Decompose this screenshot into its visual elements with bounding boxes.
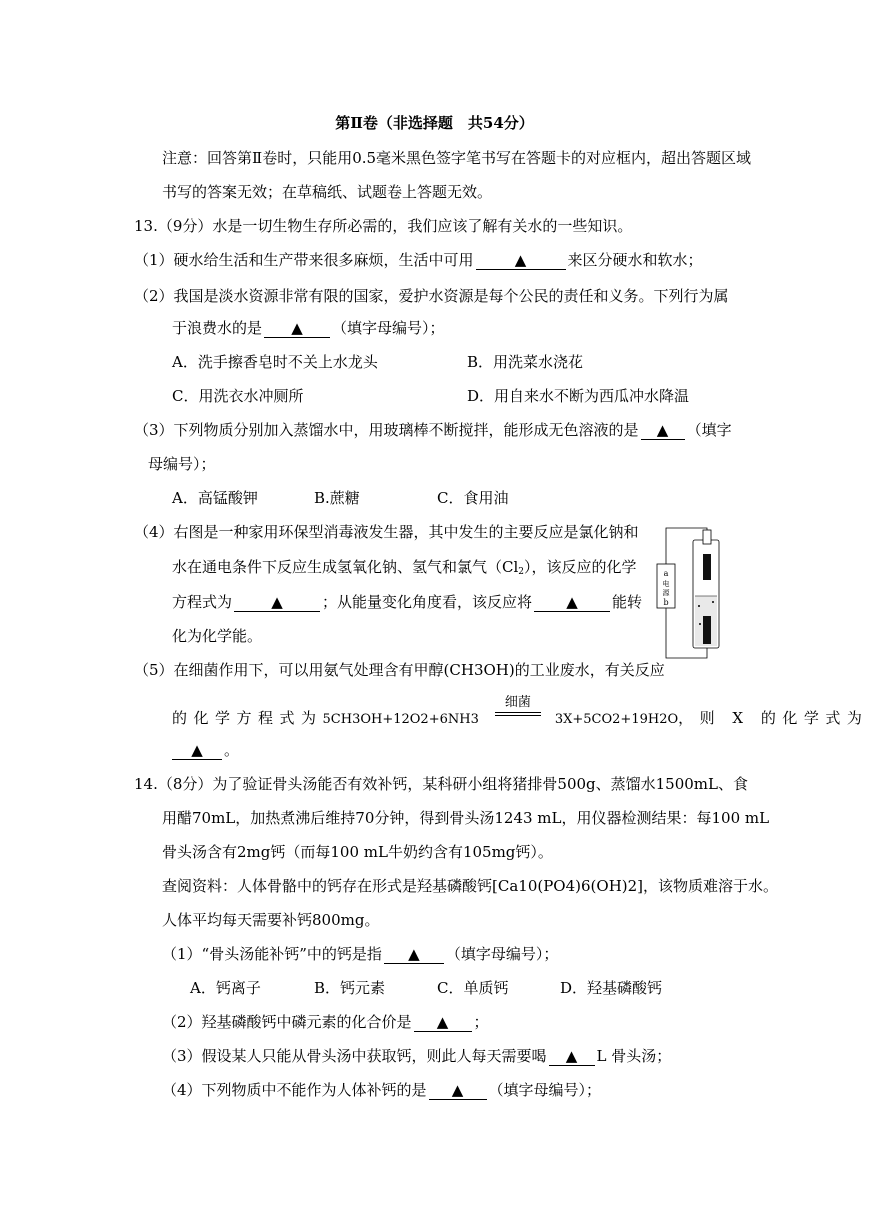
q13-part1 xyxy=(134,250,703,270)
q14-part2 xyxy=(162,1012,489,1032)
triangle-marker: ▲ xyxy=(656,421,669,439)
electrode-upper xyxy=(703,554,711,580)
q13-part3-line1 xyxy=(134,420,732,440)
q14-p2-before: （2）羟基磷酸钙中磷元素的化合价是 xyxy=(162,1013,412,1031)
q13-part5-line1: （5）在细菌作用下，可以用氨气处理含有甲醇(CH3OH)的工业废水，有关反应 xyxy=(134,661,665,679)
q13-p3-after: （填字 xyxy=(686,421,732,439)
vent-tube xyxy=(703,530,711,544)
q13-p4-l3c: 能转 xyxy=(612,593,643,611)
q14-p2-after: ； xyxy=(473,1013,489,1031)
q14-p3-before: （3）假设某人只能从骨头汤中获取钙，则此人每天需要喝 xyxy=(162,1047,547,1065)
q13-part4-line4: 化为化学能。 xyxy=(172,627,263,645)
q13-p4-l2b: ），该反应的化学 xyxy=(524,558,637,576)
triangle-marker: ▲ xyxy=(566,593,578,611)
q13-part4-line2 xyxy=(172,557,637,577)
q13-p2-option-a: A．洗手擦香皂时不关上水龙头 xyxy=(172,353,378,371)
q13-p4-l2a: 水在通电条件下反应生成氢氧化钠、氢气和氯气（Cl xyxy=(172,558,519,576)
q13-p2-option-c: C．用洗衣水冲厕所 xyxy=(172,387,304,405)
q13-p5-l2b: ，则 X 的化学式为 xyxy=(678,709,869,727)
q14-p3-after: L 骨头汤； xyxy=(596,1047,672,1065)
notice-line-1: 注意：回答第Ⅱ卷时，只能用0.5毫米黑色签字笔书写在答题卡的对应框内，超出答题区域 xyxy=(162,149,752,167)
power-label-top: 电 xyxy=(662,580,670,588)
answer-blank[interactable] xyxy=(534,593,610,612)
q14-line1: 14.（8分）为了验证骨头汤能否有效补钙，某科研小组将猪排骨500g、蒸馏水1500mL、食 xyxy=(134,775,748,793)
q14-line3: 骨头汤含有2mg钙（而每100 mL牛奶约含有105mg钙）。 xyxy=(162,843,553,861)
answer-blank[interactable] xyxy=(264,319,330,338)
answer-blank[interactable] xyxy=(234,593,320,612)
answer-blank[interactable] xyxy=(414,1013,472,1032)
bubble xyxy=(712,601,714,603)
bubble xyxy=(699,623,701,625)
notice-line-2: 书写的答案无效；在草稿纸、试题卷上答题无效。 xyxy=(162,183,493,201)
q14-p1-option-c: C．单质钙 xyxy=(437,979,509,997)
q14-p4-after: （填字母编号）； xyxy=(488,1081,602,1099)
power-label-a: a xyxy=(663,569,669,578)
q13-part5-line2 xyxy=(172,695,869,730)
reaction-condition: 细菌 xyxy=(504,695,531,710)
reaction-arrow xyxy=(495,695,541,729)
q13-part2-line1: （2）我国是淡水资源非常有限的国家，爱护水资源是每个公民的责任和义务。下列行为属 xyxy=(134,287,729,305)
q13-p3-option-b: B.蔗糖 xyxy=(314,489,360,507)
triangle-marker: ▲ xyxy=(271,593,283,611)
answer-blank[interactable] xyxy=(549,1047,595,1066)
q14-p1-option-a: A．钙离子 xyxy=(190,979,261,997)
bubble xyxy=(698,605,700,607)
q13-stem: 13.（9分）水是一切生物生存所必需的，我们应该了解有关水的一些知识。 xyxy=(134,217,633,235)
triangle-marker: ▲ xyxy=(408,945,420,963)
q14-line5: 人体平均每天需要补钙800mg。 xyxy=(162,911,380,929)
q13-p4-sub: 2 xyxy=(518,567,525,577)
q13-p1-after: 来区分硬水和软水； xyxy=(567,251,703,269)
q14-part1 xyxy=(162,944,558,964)
triangle-marker: ▲ xyxy=(191,741,203,759)
equation-right: 3X+5CO2+19H2O xyxy=(554,712,679,727)
q13-part3-line2: 母编号）； xyxy=(148,455,216,473)
power-label-bottom: 源 xyxy=(662,589,670,597)
q13-p4-l3b: ；从能量变化角度看，该反应将 xyxy=(322,593,533,611)
q13-part5-line3 xyxy=(172,740,239,760)
q14-p1-before: （1）“骨头汤能补钙”中的钙是指 xyxy=(162,945,382,963)
q13-p5-end: 。 xyxy=(224,741,240,759)
triangle-marker: ▲ xyxy=(451,1081,464,1099)
q13-part2-line2 xyxy=(172,318,445,338)
q14-line4: 查阅资料：人体骨骼中的钙存在形式是羟基磷酸钙[Ca10(PO4)6(OH)2]，该物质难溶于水。 xyxy=(162,877,779,895)
q13-p3-option-c: C．食用油 xyxy=(437,489,509,507)
q13-p3-before: （3）下列物质分别加入蒸馏水中，用玻璃棒不断搅拌，能形成无色溶液的是 xyxy=(134,421,639,439)
q13-p2-option-b: B．用洗菜水浇花 xyxy=(467,353,584,371)
q14-line2: 用醋70mL，加热煮沸后维持70分钟，得到骨头汤1243 mL，用仪器检测结果：每100 mL xyxy=(162,809,770,827)
electrode-lower xyxy=(703,616,711,644)
q14-part4 xyxy=(162,1080,601,1100)
answer-blank[interactable] xyxy=(476,251,566,270)
q13-p2-before: 于浪费水的是 xyxy=(172,319,263,337)
answer-blank[interactable] xyxy=(172,741,222,760)
section-title: 第Ⅱ卷（非选择题 共54分） xyxy=(335,114,534,132)
q14-p1-option-d: D．羟基磷酸钙 xyxy=(560,979,663,997)
q13-p3-option-a: A．高锰酸钾 xyxy=(172,489,258,507)
triangle-marker: ▲ xyxy=(436,1013,449,1031)
q13-p5-l2a: 的化学方程式为 xyxy=(172,709,323,727)
q13-p2-after: （填字母编号）； xyxy=(332,319,445,337)
answer-blank[interactable] xyxy=(641,421,685,440)
q14-p1-option-b: B．钙元素 xyxy=(314,979,386,997)
answer-blank[interactable] xyxy=(384,945,444,964)
q13-part4-line1: （4）右图是一种家用环保型消毒液发生器，其中发生的主要反应是氯化钠和 xyxy=(134,523,639,541)
power-label-b: b xyxy=(663,598,669,607)
q14-p4-before: （4）下列物质中不能作为人体补钙的是 xyxy=(162,1081,427,1099)
q13-p1-before: （1）硬水给生活和生产带来很多麻烦，生活中可用 xyxy=(134,251,474,269)
q14-part3 xyxy=(162,1046,671,1066)
q14-p1-after: （填字母编号）； xyxy=(445,945,559,963)
triangle-marker: ▲ xyxy=(565,1047,578,1065)
triangle-marker: ▲ xyxy=(291,319,303,337)
electrolysis-apparatus-figure xyxy=(655,520,725,660)
q13-p4-l3a: 方程式为 xyxy=(172,593,233,611)
equation-left: 5CH3OH+12O2+6NH3 xyxy=(322,712,479,727)
q13-p2-option-d: D．用自来水不断为西瓜冲水降温 xyxy=(467,387,690,405)
answer-blank[interactable] xyxy=(429,1081,487,1100)
triangle-marker: ▲ xyxy=(514,251,527,269)
q13-part4-line3 xyxy=(172,592,642,612)
